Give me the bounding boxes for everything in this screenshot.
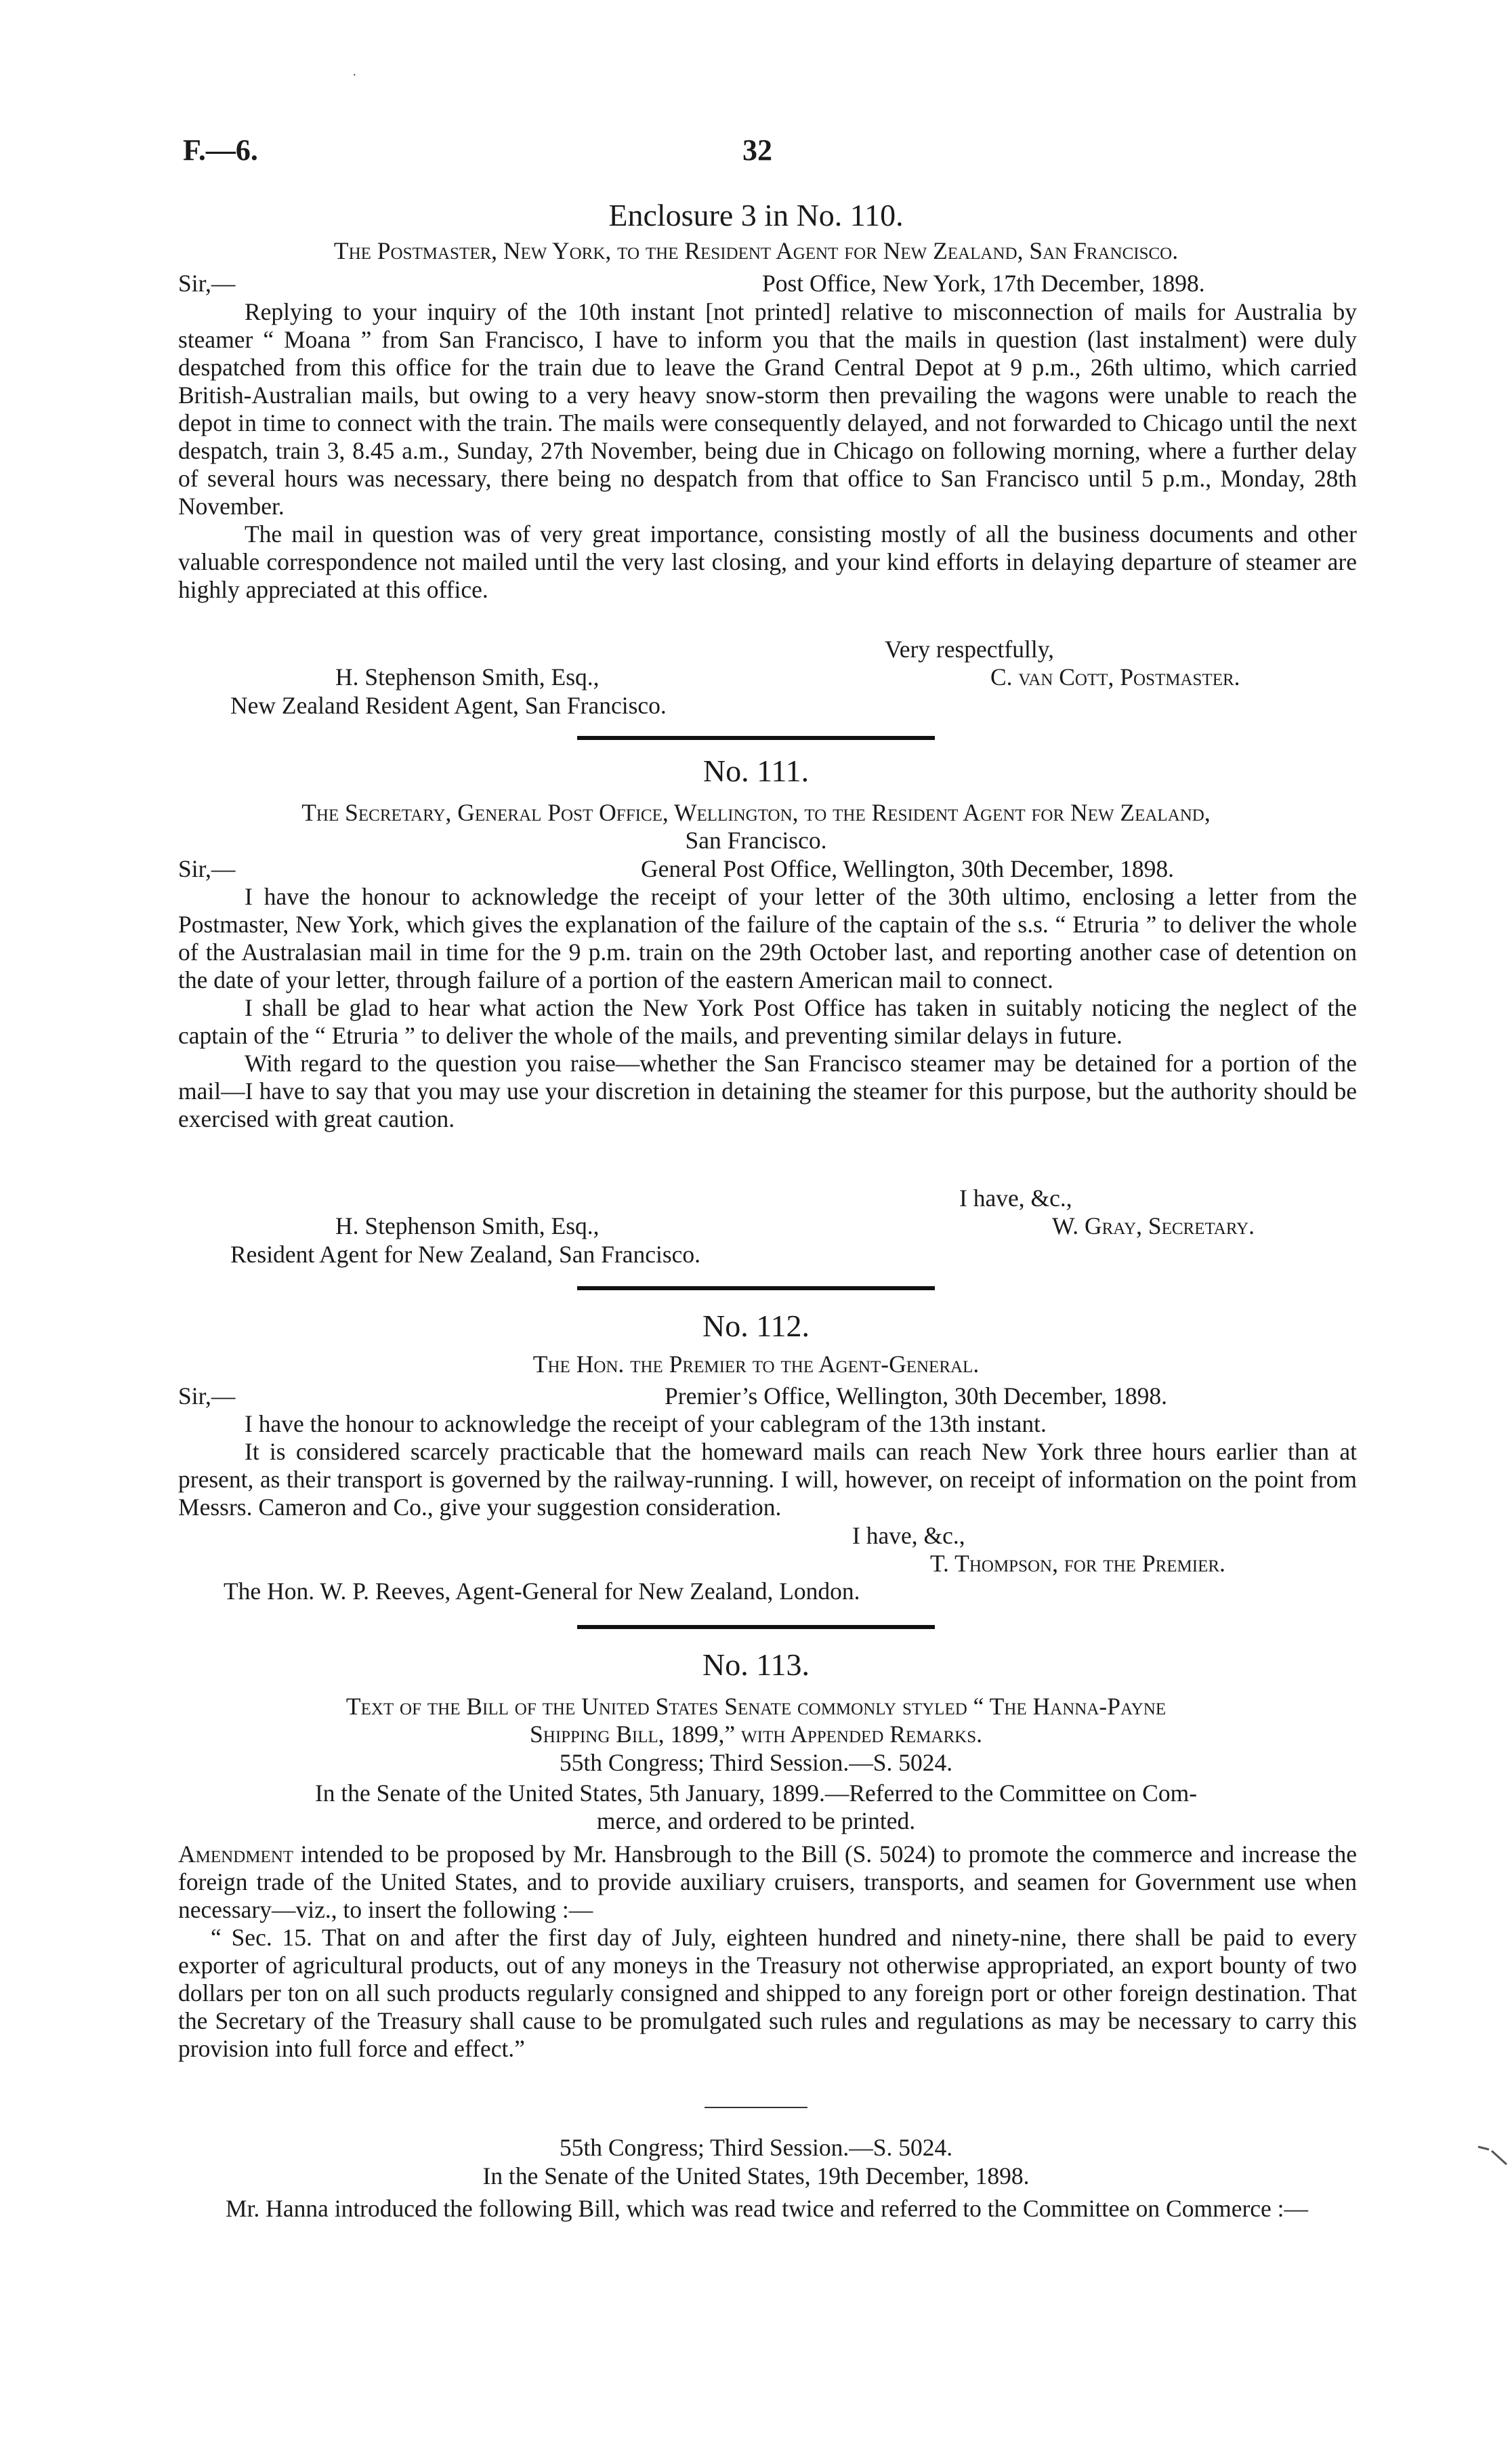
- section-111-from-line-2: San Francisco.: [685, 827, 827, 854]
- speck-mark: ·: [352, 68, 357, 83]
- section-111-from-line-1: The Secretary, General Post Office, Wellington, to the Resident Agent for New Zealand,: [301, 799, 1211, 826]
- enclosure-closing: Very respectfully,: [885, 636, 1055, 663]
- section-111-body: [178, 883, 1357, 1133]
- section-111-closing: I have, &c.,: [959, 1185, 1072, 1212]
- section-112-paragraph: It is considered scarcely practicable that the homeward mails can reach New York three hours earlier than at present, as their transport is governed by the railway-running. I will, however, on receipt of information on the point from Messrs. Cameron and Co., give your suggestion consideration.: [178, 1438, 1357, 1521]
- section-111-addressee-title: Resident Agent for New Zealand, San Francisco.: [230, 1241, 701, 1268]
- section-15-paragraph: [178, 1924, 1357, 2063]
- section-112-paragraph: I have the honour to acknowledge the receipt of your cablegram of the 13th instant.: [245, 1410, 1047, 1437]
- enclosure-title: Enclosure 3 in No. 110.: [608, 198, 904, 232]
- section-divider: [577, 1625, 935, 1629]
- enclosure-salutation: Sir,—: [178, 270, 236, 297]
- page-number: 32: [742, 133, 772, 167]
- document-code: F.—6.: [183, 133, 258, 167]
- amendment-text: intended to be proposed by Mr. Hansbrough to the Bill (S. 5024) to promote the commerce and increase the foreign trade of the United States, and to provide auxiliary cruisers, transports, and seamen for Government use when necessary—viz., to insert the following :—: [178, 1840, 1357, 1923]
- enclosure-addressee: H. Stephenson Smith, Esq.,: [335, 663, 600, 691]
- enclosure-paragraph: The mail in question was of very great importance, consisting mostly of all the business documents and other valuable correspondence not mailed until the very last closing, and your kind efforts in delaying departure of steamer are highly appreciated at this office.: [178, 520, 1357, 603]
- section-divider: [577, 1286, 935, 1290]
- section-112-body: [178, 1410, 1357, 1521]
- enclosure-signature: C. van Cott, Postmaster.: [990, 663, 1240, 691]
- section-15-text: “ Sec. 15. That on and after the first day of July, eighteen hundred and ninety-nine, there shall be paid to every exporter of agricultural products, out of any moneys in the Treasury not otherwise appropriated, an export bounty of two dollars per ton on all such products regularly consigned and shipped to any foreign port or other foreign destination. That the Secretary of the Treasury shall cause to be promulgated such rules and regulations as may be necessary to carry this provision into full force and effect.”: [178, 1924, 1357, 2062]
- section-112-dateline: Premier’s Office, Wellington, 30th December, 1898.: [665, 1382, 1168, 1409]
- section-111-paragraph: I shall be glad to hear what action the New York Post Office has taken in suitably noticing the neglect of the captain of the “ Etruria ” to deliver the whole of the mails, and preventing similar delays in future.: [178, 994, 1357, 1049]
- section-113-title: No. 113.: [702, 1647, 810, 1682]
- margin-mark: [1477, 2141, 1511, 2168]
- section-112-salutation: Sir,—: [178, 1382, 236, 1409]
- section-112-closing: I have, &c.,: [852, 1522, 965, 1549]
- section-111-addressee: H. Stephenson Smith, Esq.,: [335, 1212, 600, 1239]
- section-divider: [577, 736, 935, 740]
- section-113-senate-line-1: In the Senate of the United States, 5th January, 1899.—Referred to the Committee on Com-: [314, 1779, 1198, 1807]
- bill-intro-text: Mr. Hanna introduced the following Bill, which was read twice and referred to the Committee on Commerce :—: [226, 2195, 1309, 2222]
- amendment-paragraph: [178, 1840, 1357, 1924]
- section-112-from-line: The Hon. the Premier to the Agent-General.: [532, 1351, 980, 1378]
- section-111-paragraph: With regard to the question you raise—whether the San Francisco steamer may be detained for a portion of the mail—I have to say that you may use your discretion in detaining the steamer for this purpose, but the authority should be exercised with great caution.: [178, 1050, 1357, 1132]
- enclosure-paragraph: Replying to your inquiry of the 10th instant [not printed] relative to misconnection of mails for Australia by steamer “ Moana ” from San Francisco, I have to inform you that the mails in question (last instalment) were duly despatched from this office for the train due to leave the Grand Central Depot at 9 p.m., 26th ultimo, which carried British-Australian mails, but owing to a very heavy snow-storm then prevailing the wagons were unable to reach the depot in time to connect with the train. The mails were consequently delayed, and not forwarded to Chicago until the next despatch, train 3, 8.45 a.m., Sunday, 27th November, being due in Chicago on following morning, where a further delay of several hours was necessary, there being no despatch from that office to San Francisco until 5 p.m., Monday, 28th November.: [178, 298, 1357, 520]
- section-113-congress-2: 55th Congress; Third Session.—S. 5024.: [559, 2134, 953, 2161]
- enclosure-addressee-title: New Zealand Resident Agent, San Francisco.: [230, 692, 667, 719]
- section-112-signature: T. Thompson, for the Premier.: [930, 1550, 1225, 1577]
- section-113-senate-line-2: merce, and ordered to be printed.: [596, 1807, 916, 1834]
- amendment-lead: Amendment: [178, 1840, 294, 1868]
- section-113-subtitle-line-1: Text of the Bill of the United States Senate commonly styled “ The Hanna-Payne: [345, 1693, 1167, 1720]
- section-111-signature: W. Gray, Secretary.: [1052, 1212, 1255, 1239]
- enclosure-from-line: The Postmaster, New York, to the Resident Agent for New Zealand, San Francisco.: [333, 237, 1179, 264]
- short-divider: [705, 2107, 807, 2108]
- section-113-senate-2: In the Senate of the United States, 19th December, 1898.: [482, 2162, 1030, 2189]
- section-112-addressee: The Hon. W. P. Reeves, Agent-General for New Zealand, London.: [224, 1578, 860, 1605]
- enclosure-dateline: Post Office, New York, 17th December, 1898.: [762, 270, 1205, 297]
- enclosure-body: [178, 298, 1357, 604]
- section-113-congress: 55th Congress; Third Session.—S. 5024.: [559, 1749, 953, 1776]
- section-111-title: No. 111.: [702, 754, 810, 788]
- section-111-paragraph: I have the honour to acknowledge the receipt of your letter of the 30th ultimo, enclosing a letter from the Postmaster, New York, which gives the explanation of the failure of the captain of the s.s. “ Etruria ” to deliver the whole of the Australasian mail in time for the 9 p.m. train on the 29th October last, and reporting another case of detention on the date of your letter, through failure of a portion of the eastern American mail to connect.: [178, 883, 1357, 993]
- section-113-subtitle-line-2: Shipping Bill, 1899,” with Appended Remarks.: [530, 1721, 982, 1748]
- section-111-salutation: Sir,—: [178, 855, 236, 882]
- bill-intro-paragraph: [178, 2195, 1357, 2223]
- section-111-dateline: General Post Office, Wellington, 30th December, 1898.: [641, 855, 1175, 882]
- section-112-title: No. 112.: [702, 1309, 810, 1343]
